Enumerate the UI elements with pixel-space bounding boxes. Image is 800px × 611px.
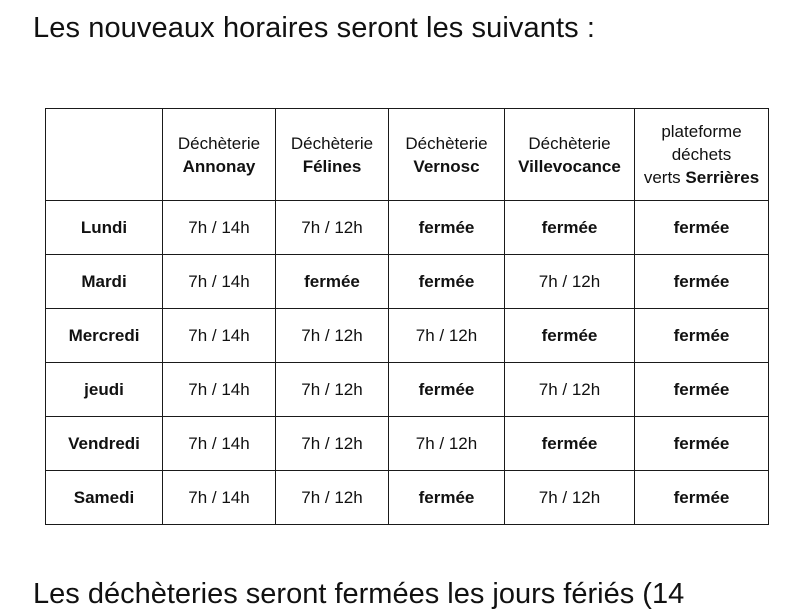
column-header-felines [276, 109, 389, 201]
column-header-label: Déchèterie [177, 133, 261, 153]
row-day-label: Lundi [46, 201, 163, 255]
row-day-label: Mercredi [46, 309, 163, 363]
schedule-cell: fermée [635, 309, 769, 363]
column-header-villevocance [505, 109, 635, 201]
schedule-cell: fermée [635, 255, 769, 309]
page-heading: Les nouveaux horaires seront les suivants : [33, 12, 596, 44]
schedule-cell: fermée [635, 471, 769, 525]
schedule-cell: fermée [505, 417, 635, 471]
column-header-name: Félines [302, 156, 362, 176]
column-header-line3 [635, 166, 768, 189]
schedule-cell: 7h / 14h [163, 255, 276, 309]
column-header-prefix: verts [643, 168, 681, 187]
schedule-cell: fermée [505, 309, 635, 363]
schedule-cell: fermée [389, 471, 505, 525]
column-header-name: Serrières [685, 168, 760, 187]
schedule-cell: 7h / 12h [389, 309, 505, 363]
column-header-name: Vernosc [413, 156, 480, 176]
column-header-annonay [163, 109, 276, 201]
schedule-cell: 7h / 14h [163, 309, 276, 363]
schedule-cell: 7h / 12h [276, 363, 389, 417]
schedule-cell: 7h / 12h [389, 417, 505, 471]
table-row [46, 363, 769, 417]
schedule-cell: 7h / 12h [276, 471, 389, 525]
table-row [46, 309, 769, 363]
schedule-table [45, 108, 769, 525]
row-day-label: Vendredi [46, 417, 163, 471]
row-day-label: jeudi [46, 363, 163, 417]
row-day-label: Mardi [46, 255, 163, 309]
row-day-label: Samedi [46, 471, 163, 525]
schedule-cell: fermée [276, 255, 389, 309]
table-row [46, 417, 769, 471]
schedule-cell: fermée [635, 363, 769, 417]
schedule-cell: fermée [635, 417, 769, 471]
empty-corner-cell [46, 109, 163, 201]
table-body [46, 201, 769, 525]
schedule-cell: 7h / 14h [163, 363, 276, 417]
schedule-cell: 7h / 14h [163, 201, 276, 255]
column-header-label: Déchèterie [405, 133, 488, 153]
schedule-cell: fermée [389, 255, 505, 309]
footer-text: Les déchèteries seront fermées les jours fériés (14 [33, 578, 685, 610]
table-row [46, 471, 769, 525]
schedule-cell: fermée [389, 201, 505, 255]
column-header-serrieres [635, 109, 769, 201]
table-header-row [46, 109, 769, 201]
column-header-name: Annonay [182, 156, 256, 176]
schedule-cell: fermée [389, 363, 505, 417]
schedule-cell: 7h / 12h [505, 255, 635, 309]
schedule-cell: 7h / 12h [276, 309, 389, 363]
schedule-cell: 7h / 12h [505, 471, 635, 525]
schedule-cell: 7h / 12h [276, 201, 389, 255]
schedule-cell: 7h / 12h [505, 363, 635, 417]
schedule-cell: 7h / 12h [276, 417, 389, 471]
schedule-cell: 7h / 14h [163, 417, 276, 471]
column-header-label: Déchèterie [290, 133, 374, 153]
schedule-cell: fermée [635, 201, 769, 255]
column-header-name: Villevocance [518, 156, 621, 176]
column-header-label: Déchèterie [528, 133, 611, 153]
column-header-line1: plateforme [661, 122, 742, 141]
column-header-line2: déchets [671, 145, 732, 164]
schedule-cell: 7h / 14h [163, 471, 276, 525]
column-header-vernosc [389, 109, 505, 201]
table-row [46, 201, 769, 255]
schedule-cell: fermée [505, 201, 635, 255]
table-row [46, 255, 769, 309]
